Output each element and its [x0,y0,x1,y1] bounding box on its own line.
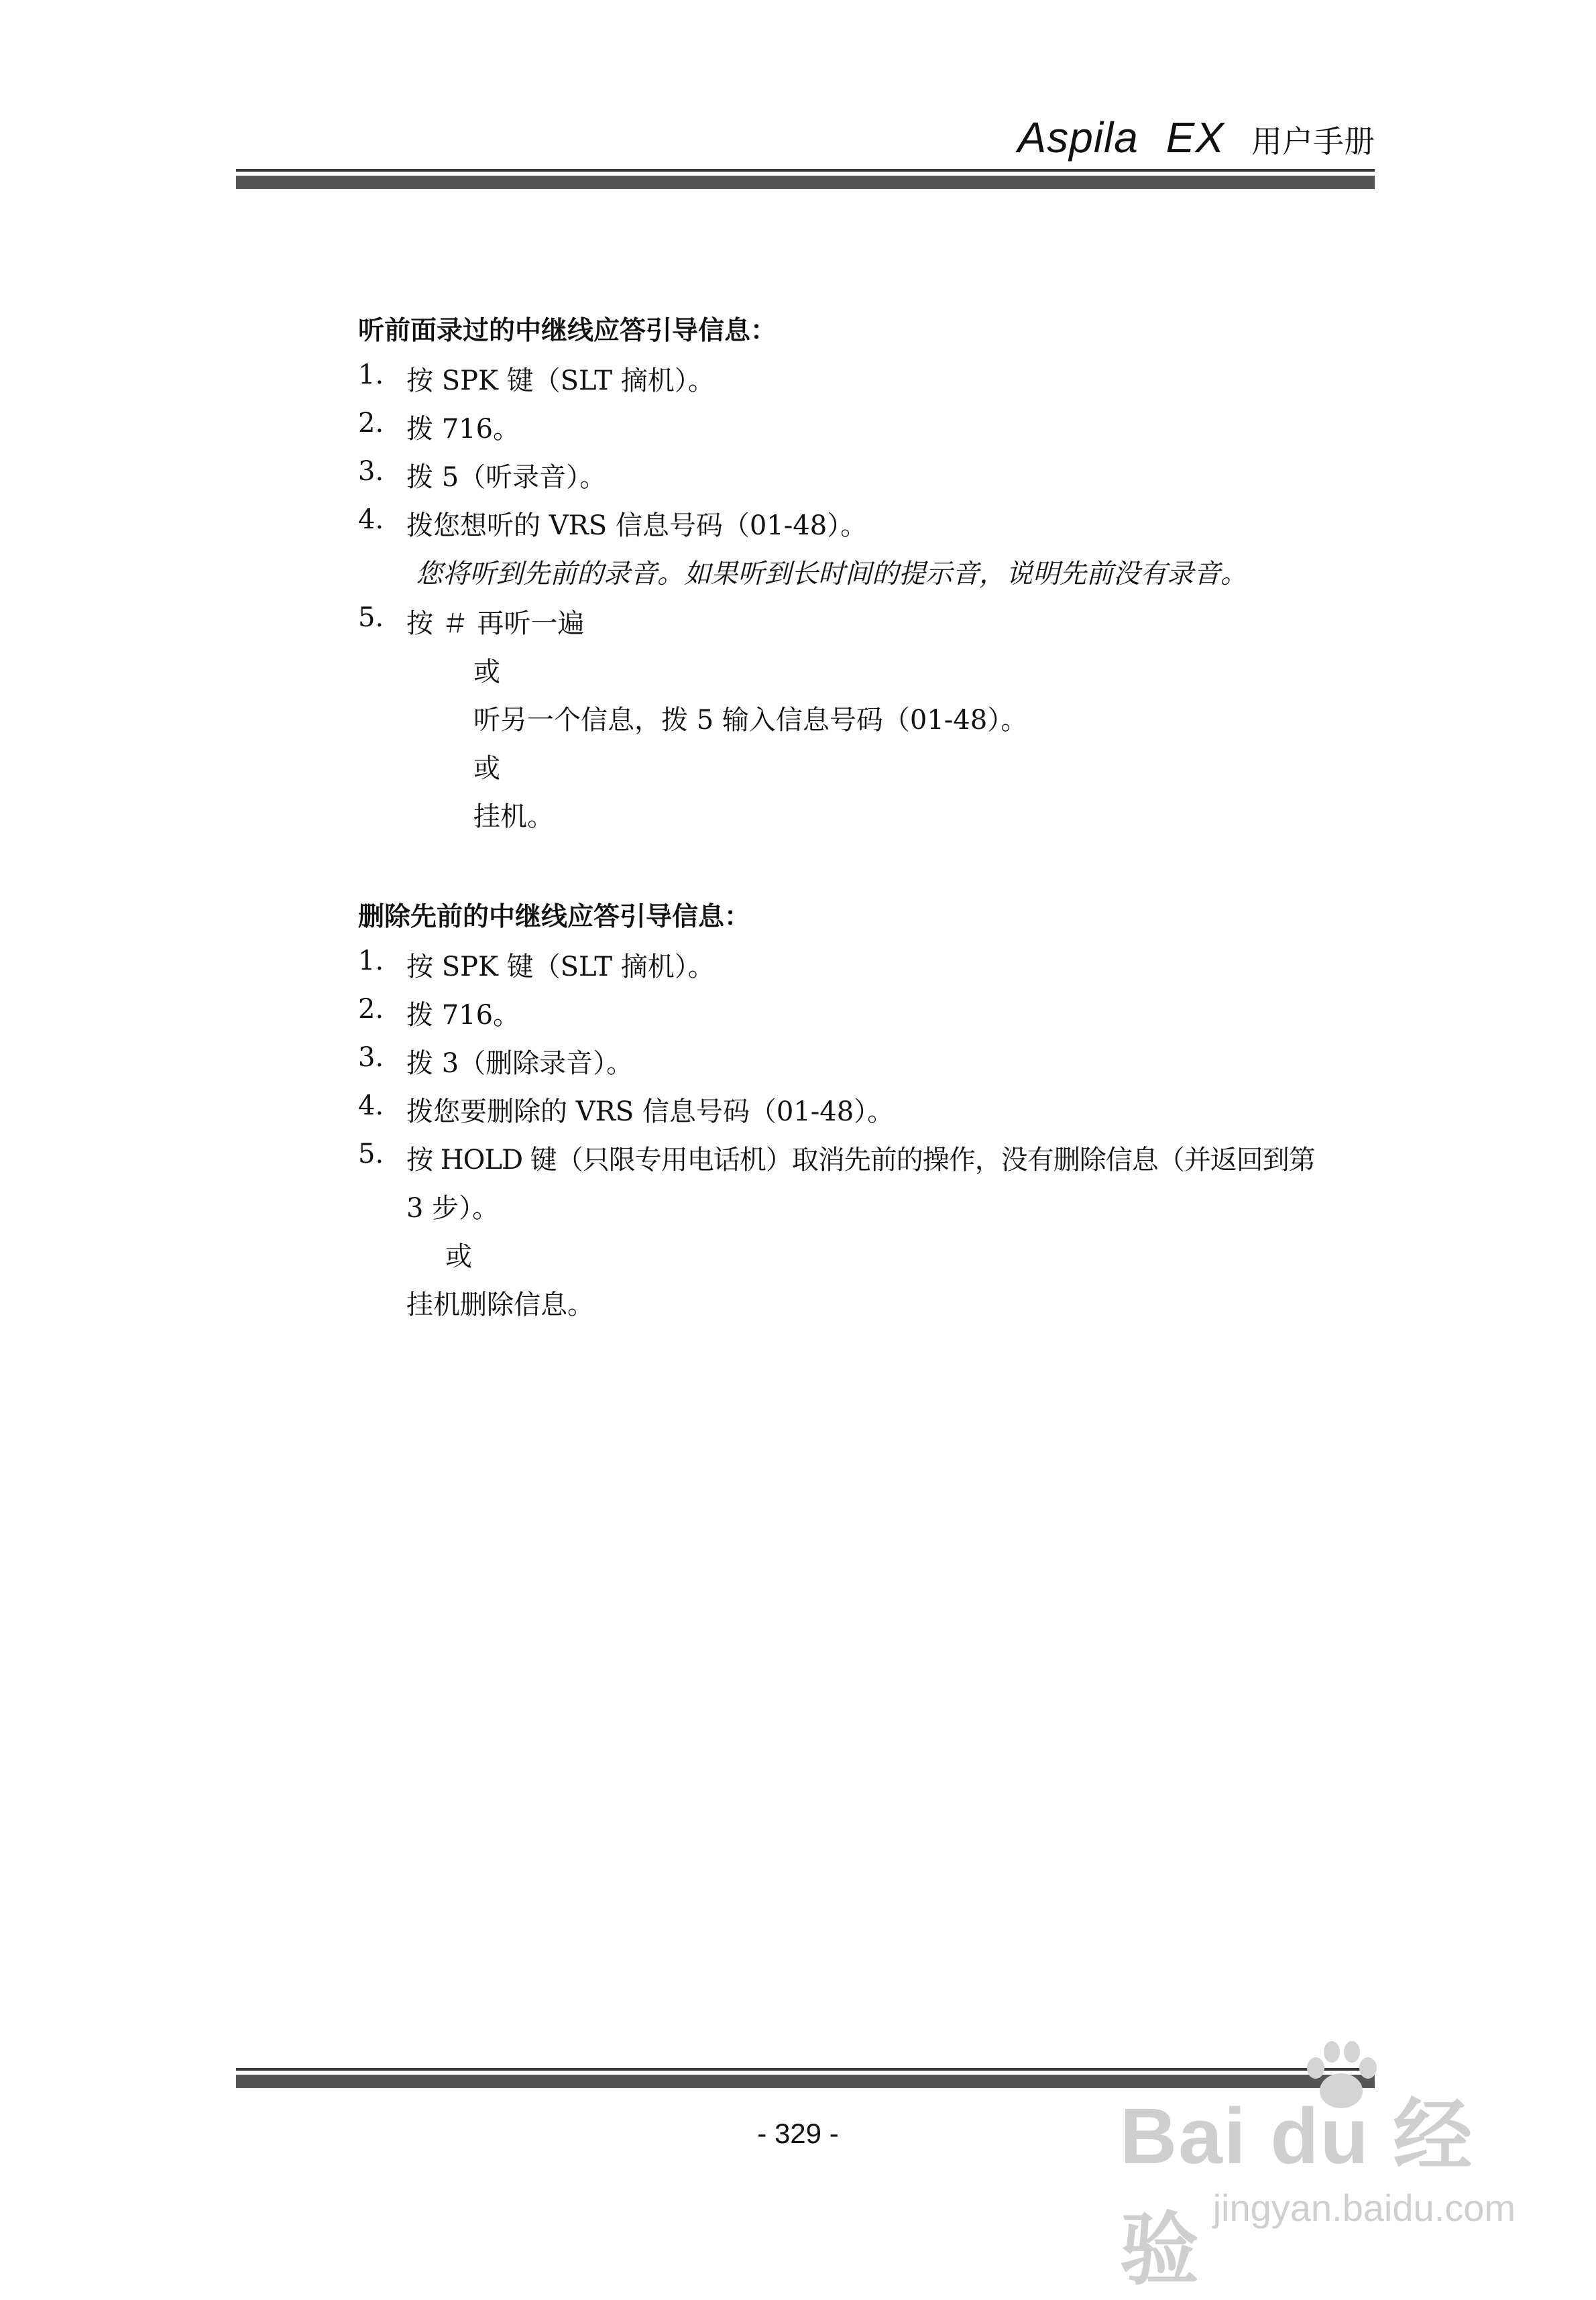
page-header [1018,113,1375,166]
section1-step5-text: 按 ＃ 再听一遍 [406,608,585,639]
section2-alt: 挂机删除信息。 [406,1289,594,1320]
section2-step5-num: 5. [358,1139,384,1169]
section1-step2-text: 拨 716。 [406,414,520,445]
section1-step2-num: 2. [358,408,384,439]
section2-step1-text: 按 SPK 键（SLT 摘机）。 [406,952,715,982]
section1-or2: 或 [473,753,500,784]
section2-step2-text: 拨 716。 [406,1000,520,1031]
section1-or1: 或 [473,656,500,687]
header-rule-thin [236,169,1375,172]
section1-step4-text: 拨您想听的 VRS 信息号码（01-48）。 [406,510,868,541]
section1-step5-num: 5. [358,602,384,633]
section1-note: 您将听到先前的录音。如果听到长时间的提示音，说明先前没有录音。 [416,559,1247,589]
section2-or: 或 [445,1241,472,1272]
section1-heading: 听前面录过的中继线应答引导信息： [358,316,777,346]
baidu-watermark [1120,2038,1522,2295]
header-subtitle: 用户手册 [1251,123,1375,160]
header-brand: Aspila EX [1017,113,1224,162]
section1-step1-num: 1. [358,359,384,390]
watermark-logo: Bai du 经验 [1120,2092,1474,2295]
section2-step2-num: 2. [358,994,384,1025]
section2-step3-num: 3. [358,1042,384,1073]
section1-step3-num: 3. [358,456,384,487]
section2-step4-text: 拨您要删除的 VRS 信息号码（01-48）。 [406,1096,895,1127]
header-rule-thick [236,176,1375,189]
section2-step3-text: 拨 3（删除录音）。 [406,1048,634,1079]
section2-step4-num: 4. [358,1090,384,1121]
section2-step5-text: 按 HOLD 键（只限专用电话机）取消先前的操作，没有删除信息（并返回到第 [406,1145,1315,1175]
section2-step1-num: 1. [358,945,384,976]
page-number: - 329 - [757,2118,839,2149]
watermark-url: jingyan.baidu.com [1212,2187,1516,2229]
section1-step4-num: 4. [358,504,384,535]
section2-heading: 删除先前的中继线应答引导信息： [358,902,751,932]
section2-step5-continuation: 3 步）。 [406,1193,500,1224]
section1-step1-text: 按 SPK 键（SLT 摘机）。 [406,365,715,396]
section1-alt1: 听另一个信息，拨 5 输入信息号码（01-48）。 [473,705,1028,736]
section1-alt2: 挂机。 [473,801,554,832]
section1-step3-text: 拨 5（听录音）。 [406,462,607,493]
